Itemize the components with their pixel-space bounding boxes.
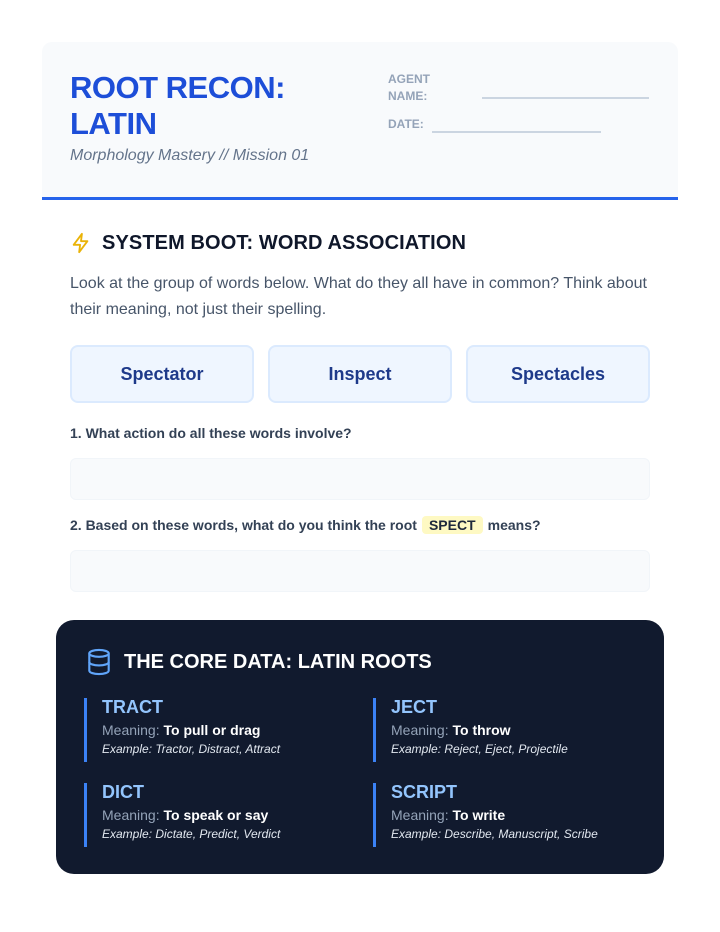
word-cards — [70, 345, 650, 403]
agent-name-field[interactable] — [482, 97, 649, 99]
question-2 — [70, 516, 541, 534]
root-example: Example: Tractor, Distract, Attract — [102, 742, 281, 756]
root-example: Example: Reject, Eject, Projectile — [391, 742, 568, 756]
meaning-label: Meaning: — [102, 722, 160, 738]
question-1: 1. What action do all these words involve? — [70, 425, 352, 441]
agent-name-label: AGENT NAME: — [388, 72, 430, 103]
meaning-value: To pull or drag — [163, 722, 261, 738]
database-icon — [86, 648, 112, 676]
intro-text: Look at the group of words below. What do they all have in common? Think about their meaning, not just their spelling. — [70, 275, 647, 318]
root-name: TRACT — [102, 697, 163, 717]
root-entry-script — [373, 783, 643, 847]
root-example: Example: Dictate, Predict, Verdict — [102, 827, 281, 841]
title-line-1: ROOT RECON: — [70, 70, 285, 105]
meaning-value: To throw — [452, 722, 511, 738]
section-title: SYSTEM BOOT: WORD ASSOCIATION — [102, 231, 467, 254]
answer-field-2[interactable] — [70, 550, 650, 592]
answer-field-1[interactable] — [70, 458, 650, 500]
question-2-end: means? — [487, 517, 541, 533]
question-2-text: 2. Based on these words, what do you think the root — [70, 517, 417, 533]
page-title — [70, 70, 370, 142]
lightning-bolt-icon — [70, 230, 92, 256]
root-entry-tract — [84, 698, 354, 762]
root-name: DICT — [102, 782, 144, 802]
core-data-panel — [56, 620, 664, 874]
root-example: Example: Describe, Manuscript, Scribe — [391, 827, 598, 841]
root-meaning — [102, 805, 354, 825]
worksheet-header — [42, 42, 678, 200]
root-name: JECT — [391, 697, 438, 717]
page-subtitle: Morphology Mastery // Mission 01 — [70, 147, 310, 164]
title-line-2: LATIN — [70, 106, 157, 141]
date-label: DATE: — [388, 117, 424, 131]
word-card: Spectator — [70, 345, 254, 403]
date-field[interactable] — [432, 131, 601, 133]
word-association-heading — [70, 230, 466, 256]
root-meaning — [391, 805, 643, 825]
word-card: Spectacles — [466, 345, 650, 403]
root-meaning — [391, 720, 643, 740]
core-data-heading — [86, 648, 432, 676]
meaning-value: To write — [452, 807, 506, 823]
word-card: Inspect — [268, 345, 452, 403]
meaning-value: To speak or say — [163, 807, 269, 823]
meaning-label: Meaning: — [102, 807, 160, 823]
root-entry-dict — [84, 783, 354, 847]
meaning-label: Meaning: — [391, 807, 449, 823]
core-data-title: THE CORE DATA: LATIN ROOTS — [124, 650, 432, 673]
root-highlight: SPECT — [422, 516, 483, 534]
meaning-label: Meaning: — [391, 722, 449, 738]
root-meaning — [102, 720, 354, 740]
root-entry-ject — [373, 698, 643, 762]
root-name: SCRIPT — [391, 782, 458, 802]
